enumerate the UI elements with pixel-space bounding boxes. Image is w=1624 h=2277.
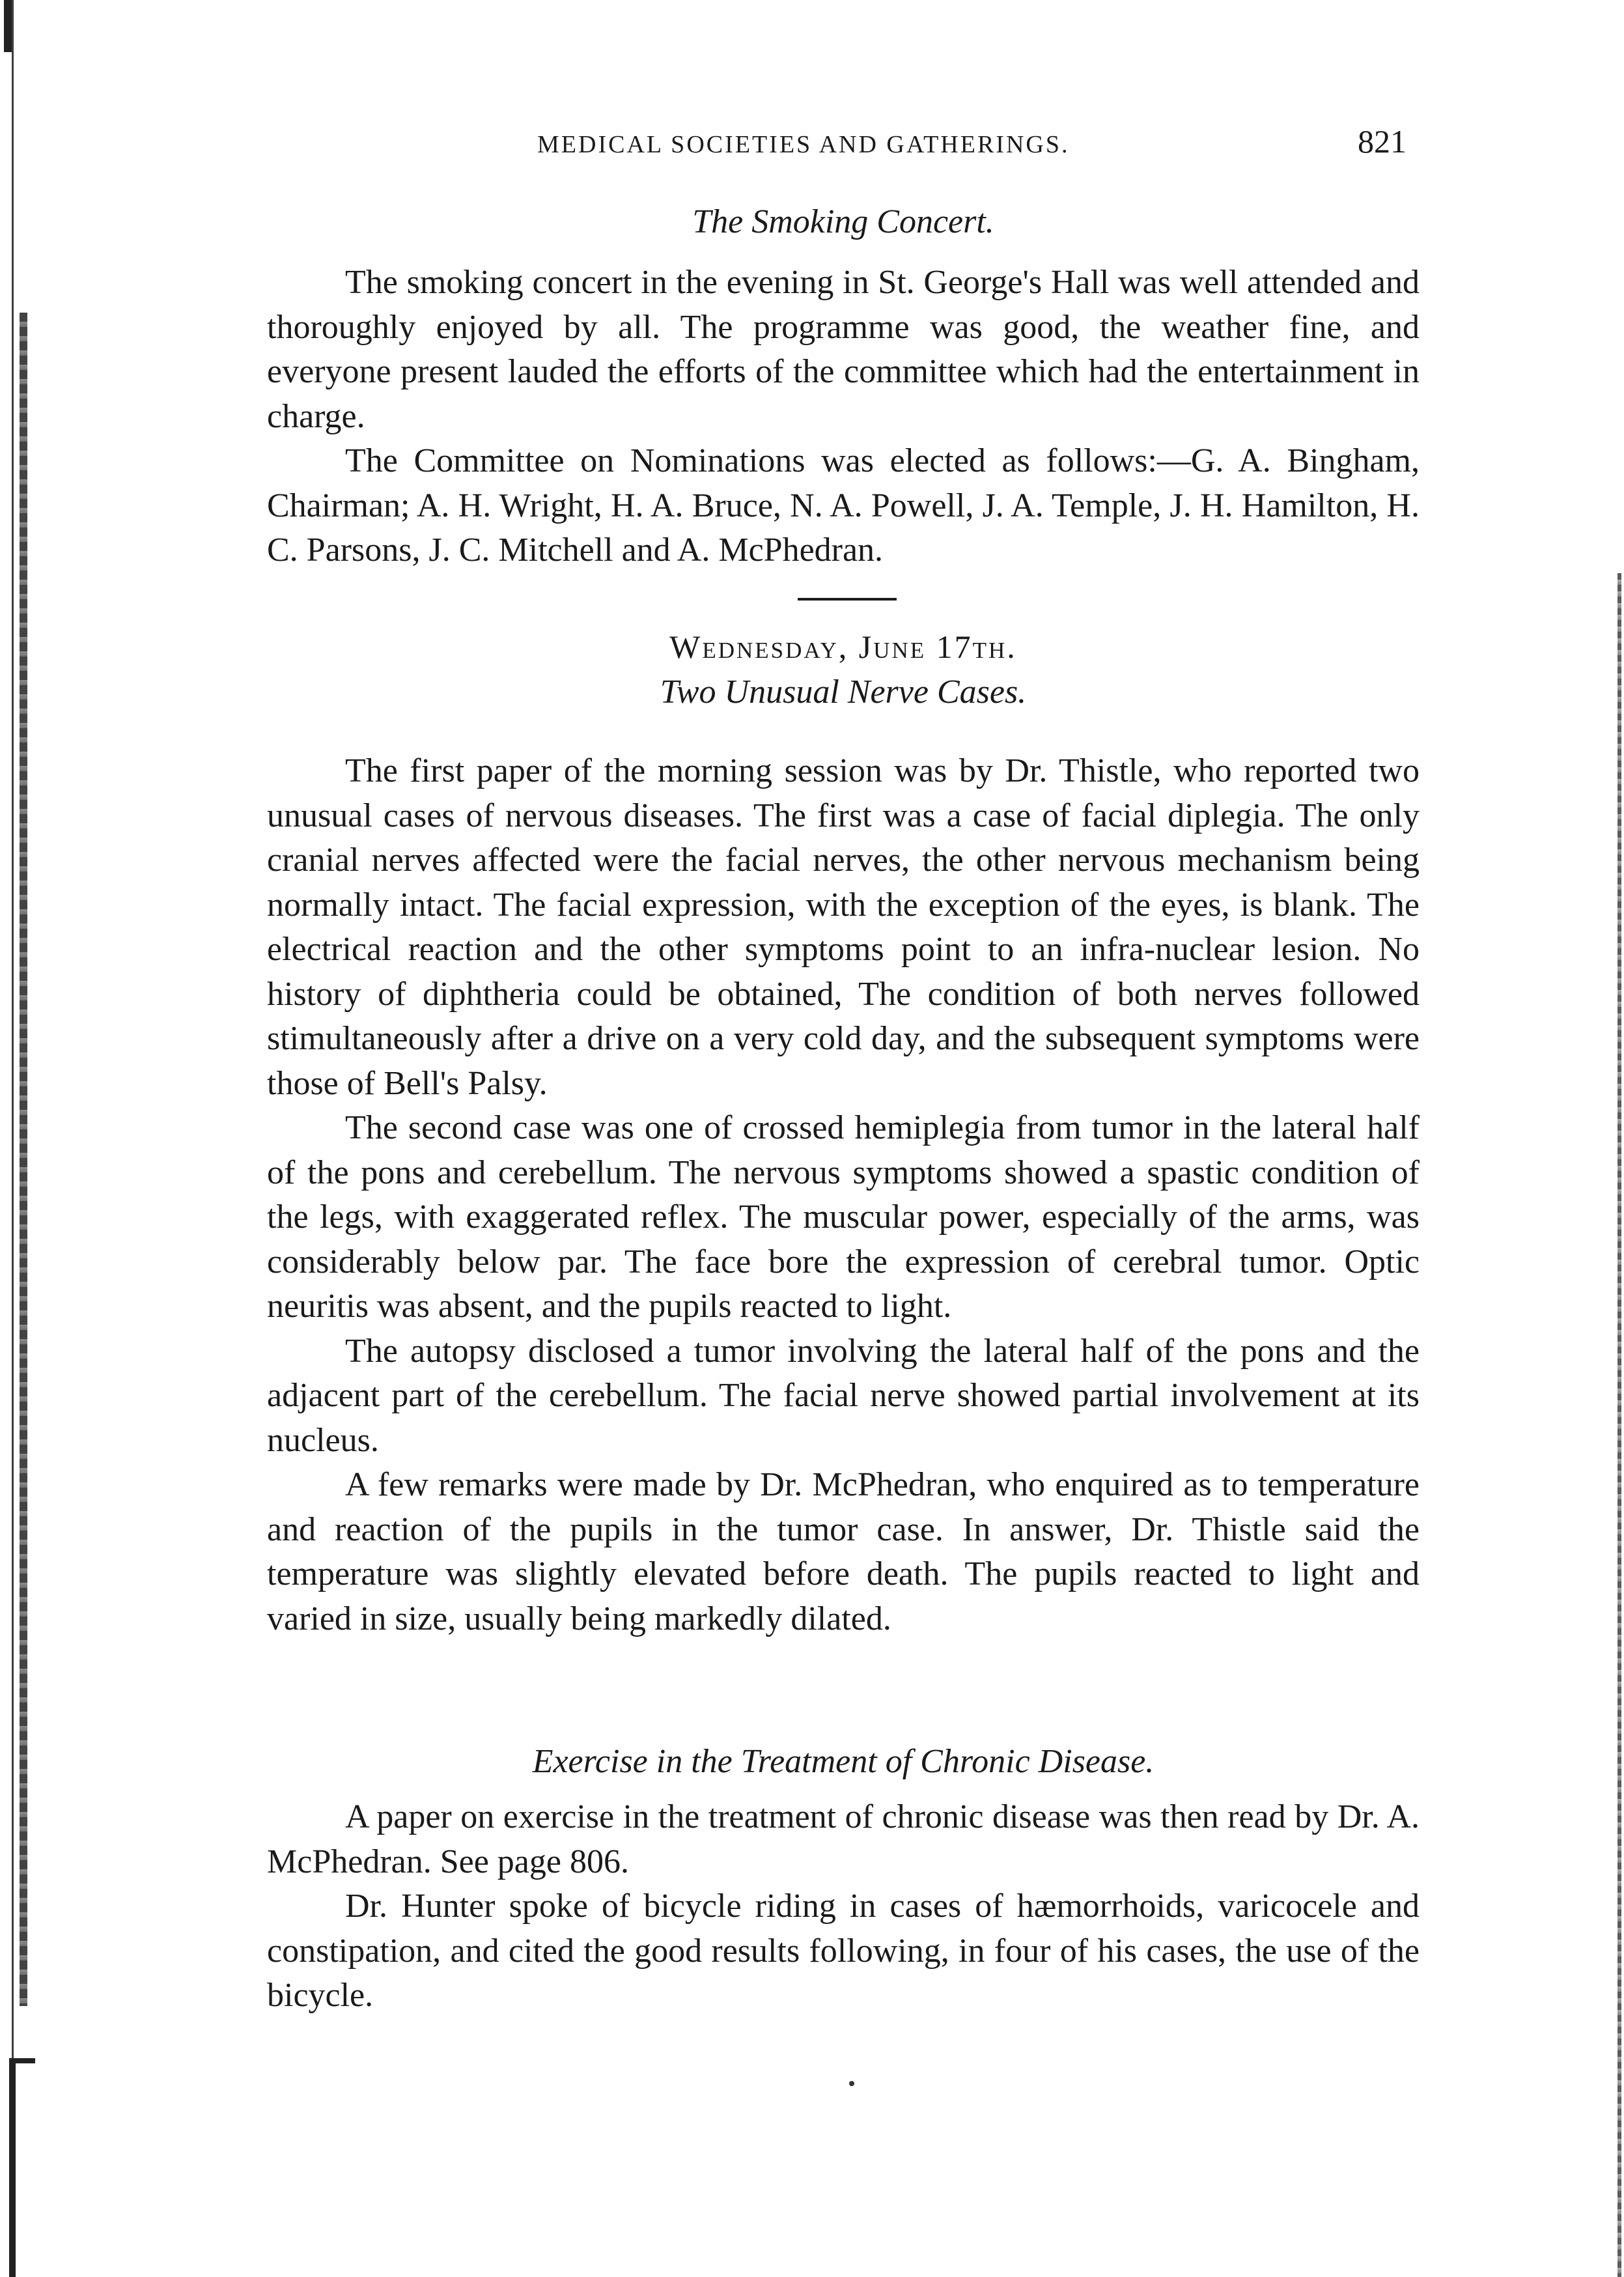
paragraph: A paper on exercise in the treatment of chronic disease was then read by Dr. A. McPhedran. See page 806. — [267, 1798, 1420, 1880]
section-exercise — [267, 1739, 1420, 1785]
section-smoking-concert-body — [267, 261, 1420, 573]
paragraph: Dr. Hunter spoke of bicycle riding in cases of hæmorrhoids, varicocele and constipation, and cited the good results following, in four of his cases, the use of the bicycle. — [267, 1888, 1420, 2014]
section-divider — [798, 598, 897, 601]
day-heading: Wednesday, June 17th. — [669, 629, 1017, 665]
binding-edge-line — [12, 0, 18, 2277]
paragraph: A few remarks were made by Dr. McPhedran, who enquired as to temperature and reaction of the pupils in the tumor case. In answer, Dr. Thistle said the temperature was slightly elevated before death. The pupils reacted to light and varied in size, usually being markedly dilated. — [267, 1466, 1420, 1637]
section-nerve-cases-body — [267, 749, 1420, 1641]
page-speck — [849, 2081, 854, 2086]
section-title: The Smoking Concert. — [692, 203, 994, 240]
running-title: MEDICAL SOCIETIES AND GATHERINGS. — [537, 131, 1070, 158]
section-title: Two Unusual Nerve Cases. — [660, 673, 1027, 711]
paragraph: The smoking concert in the evening in St. George's Hall was well attended and thoroughly enjoyed by all. The programme was good, the weather fine, and everyone present lauded the efforts of the committee which had the entertainment in charge. — [267, 264, 1420, 435]
binding-edge-shadow — [20, 313, 27, 2006]
section-title: Exercise in the Treatment of Chronic Disease. — [532, 1743, 1155, 1780]
binding-edge-notch — [9, 2058, 35, 2063]
paragraph: The autopsy disclosed a tumor involving the lateral half of the pons and the adjacent part of the cerebellum. The facial nerve showed partial involvement at its nucleus. — [267, 1332, 1420, 1459]
section-exercise-body — [267, 1795, 1420, 2018]
page-number: 821 — [1358, 123, 1407, 160]
binding-edge-mark — [4, 0, 12, 52]
section-smoking-concert — [267, 199, 1420, 245]
paragraph: The second case was one of crossed hemiplegia from tumor in the lateral half of the pons and cerebellum. The nervous symptoms showed a spastic condition of the legs, with exaggerated reflex. The muscular power, especially of the arms, was considerably below par. The face bore the expression of cerebral tumor. Optic neuritis was absent, and the pupils reacted to light. — [267, 1109, 1420, 1325]
running-head — [260, 122, 1407, 168]
binding-edge-bottom — [9, 2058, 16, 2277]
paragraph: The first paper of the morning session was by Dr. Thistle, who reported two unusual cases of nervous diseases. The first was a case of facial diplegia. The only cranial nerves affected were the facial nerves, the other nervous mechanism being normally intact. The facial expression, with the exception of the eyes, is blank. The electrical reaction and the other symptoms point to an infra-nuclear lesion. No history of diphtheria could be obtained, The condition of both nerves followed stimultaneously after a drive on a very cold day, and the subsequent symptoms were those of Bell's Palsy. — [267, 752, 1420, 1102]
section-nerve-cases-headings — [267, 624, 1420, 715]
paragraph: The Committee on Nominations was elected as follows:—G. A. Bingham, Chairman; A. H. Wright, H. A. Bruce, N. A. Powell, J. A. Temple, J. H. Hamilton, H. C. Parsons, J. C. Mitchell and A. McPhedran. — [267, 442, 1420, 569]
page-edge-right — [1617, 573, 1621, 2277]
